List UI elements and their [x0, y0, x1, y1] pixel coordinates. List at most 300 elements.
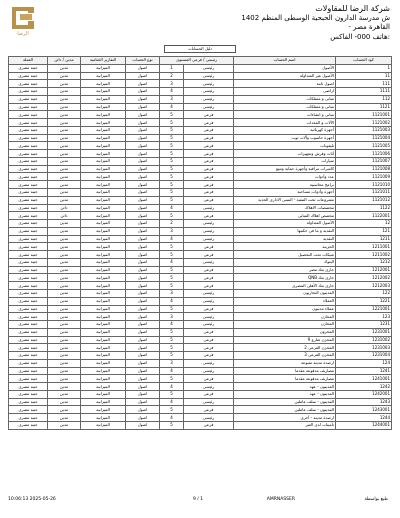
cell-code: 1231	[336, 321, 392, 329]
cell-report: الميزانية	[81, 235, 126, 243]
cell-currency: جنيه مصرى	[9, 150, 48, 158]
cell-level: 2	[160, 72, 184, 80]
cell-code: 1211002	[336, 251, 392, 259]
cell-type: اصول	[126, 383, 160, 391]
table-row	[9, 390, 392, 398]
cell-debit-credit: مدين	[48, 126, 81, 134]
cell-level: 5	[160, 266, 184, 274]
cell-type: اصول	[126, 235, 160, 243]
cell-currency: جنيه مصرى	[9, 383, 48, 391]
cell-currency: جنيه مصرى	[9, 274, 48, 282]
cell-report: الميزانية	[81, 375, 126, 383]
cell-currency: جنيه مصرى	[9, 95, 48, 103]
cell-report: الميزانية	[81, 359, 126, 367]
cell-code: 1121002	[336, 119, 392, 127]
cell-level: 5	[160, 157, 184, 165]
cell-type: اصول	[126, 165, 160, 173]
company-phone: هاتف 000- الفاكس:	[330, 32, 390, 41]
cell-level-kind: رئيسى	[184, 72, 234, 80]
cell-report: الميزانية	[81, 398, 126, 406]
cell-debit-credit: مدين	[48, 142, 81, 150]
table-row	[9, 235, 392, 243]
cell-level-kind: رئيسى	[184, 383, 234, 391]
cell-level-kind: فرعى	[184, 212, 234, 220]
table-row	[9, 328, 392, 336]
cell-currency: جنيه مصرى	[9, 359, 48, 367]
table-row	[9, 80, 392, 88]
cell-report: الميزانية	[81, 196, 126, 204]
cell-code: 1242	[336, 383, 392, 391]
table-row	[9, 266, 392, 274]
cell-debit-credit: مدين	[48, 95, 81, 103]
cell-level-kind: فرعى	[184, 328, 234, 336]
table-row	[9, 258, 392, 266]
cell-level: 2	[160, 220, 184, 228]
cell-currency: جنيه مصرى	[9, 390, 48, 398]
col-header-debit-credit: مدين / دائن	[48, 57, 81, 65]
cell-level-kind: فرعى	[184, 344, 234, 352]
cell-name: عملاء مدينون	[234, 305, 336, 313]
table-row	[9, 173, 392, 181]
cell-type: اصول	[126, 181, 160, 189]
cell-type: اصول	[126, 336, 160, 344]
cell-report: الميزانية	[81, 266, 126, 274]
table-row	[9, 297, 392, 305]
cell-type: اصول	[126, 126, 160, 134]
cell-level: 5	[160, 119, 184, 127]
cell-report: الميزانية	[81, 181, 126, 189]
cell-debit-credit: مدين	[48, 220, 81, 228]
cell-currency: جنيه مصرى	[9, 352, 48, 360]
table-row	[9, 398, 392, 406]
cell-report: الميزانية	[81, 258, 126, 266]
cell-level: 5	[160, 328, 184, 336]
cell-debit-credit: مدين	[48, 297, 81, 305]
table-row	[9, 220, 392, 228]
cell-name: المخازن	[234, 313, 336, 321]
cell-type: اصول	[126, 157, 160, 165]
cell-name: اراضى	[234, 88, 336, 96]
cell-name: مبانى و ممتلكات	[234, 103, 336, 111]
cell-level-kind: فرعى	[184, 266, 234, 274]
cell-currency: جنيه مصرى	[9, 227, 48, 235]
cell-level-kind: فرعى	[184, 274, 234, 282]
cell-code: 11	[336, 72, 392, 80]
cell-code: 1211001	[336, 243, 392, 251]
cell-name: سيارات	[234, 157, 336, 165]
cell-name: المخازن	[234, 321, 336, 329]
cell-code: 1231002	[336, 336, 392, 344]
cell-level-kind: فرعى	[184, 390, 234, 398]
cell-report: الميزانية	[81, 321, 126, 329]
cell-name: الآلات و المعدات	[234, 119, 336, 127]
cell-report: الميزانية	[81, 344, 126, 352]
cell-currency: جنيه مصرى	[9, 165, 48, 173]
cell-code: 1121003	[336, 126, 392, 134]
cell-type: اصول	[126, 103, 160, 111]
cell-type: اصول	[126, 150, 160, 158]
cell-type: اصول	[126, 95, 160, 103]
cell-name: تأمينات لدى الغير	[234, 421, 336, 429]
table-row	[9, 282, 392, 290]
cell-name: المدينون - سلف عاملين	[234, 398, 336, 406]
cell-name: جارى بنك الأهلى المصرى	[234, 282, 336, 290]
cell-level-kind: فرعى	[184, 305, 234, 313]
cell-report: الميزانية	[81, 80, 126, 88]
cell-level-kind: فرعى	[184, 375, 234, 383]
cell-currency: جنيه مصرى	[9, 321, 48, 329]
cell-type: اصول	[126, 321, 160, 329]
cell-name: النقدية و ما فى حكمها	[234, 227, 336, 235]
cell-name: مخصصات الاهلاك	[234, 204, 336, 212]
cell-level-kind: رئيسى	[184, 80, 234, 88]
cell-level-kind: رئيسى	[184, 220, 234, 228]
table-row	[9, 212, 392, 220]
cell-level: 3	[160, 80, 184, 88]
table-row	[9, 88, 392, 96]
cell-debit-credit: مدين	[48, 375, 81, 383]
cell-code: 1231004	[336, 352, 392, 360]
cell-level-kind: فرعى	[184, 142, 234, 150]
cell-currency: جنيه مصرى	[9, 398, 48, 406]
cell-type: اصول	[126, 119, 160, 127]
cell-debit-credit: مدين	[48, 421, 81, 429]
cell-type: اصول	[126, 328, 160, 336]
cell-level: 4	[160, 258, 184, 266]
cell-debit-credit: مدين	[48, 313, 81, 321]
cell-debit-credit: مدين	[48, 119, 81, 127]
cell-code: 1241	[336, 367, 392, 375]
cell-code: 122	[336, 289, 392, 297]
cell-name: المدينون - عهد	[234, 383, 336, 391]
cell-currency: جنيه مصرى	[9, 282, 48, 290]
cell-currency: جنيه مصرى	[9, 367, 48, 375]
logo-text: الرضا	[17, 31, 29, 36]
cell-debit-credit: مدين	[48, 305, 81, 313]
cell-name: برامج محاسبية	[234, 181, 336, 189]
cell-level-kind: فرعى	[184, 243, 234, 251]
cell-currency: جنيه مصرى	[9, 111, 48, 119]
cell-level: 5	[160, 305, 184, 313]
col-header-code: كود الحساب	[336, 57, 392, 65]
cell-name: مصاريف مدفوعة مقدما	[234, 367, 336, 375]
table-header-row	[9, 57, 392, 65]
cell-currency: جنيه مصرى	[9, 173, 48, 181]
cell-debit-credit: مدين	[48, 227, 81, 235]
cell-level: 3	[160, 227, 184, 235]
cell-report: الميزانية	[81, 103, 126, 111]
cell-code: 1121010	[336, 181, 392, 189]
cell-debit-credit: مدين	[48, 181, 81, 189]
cell-type: اصول	[126, 243, 160, 251]
cell-name: جارى بنك مصر	[234, 266, 336, 274]
cell-level: 3	[160, 95, 184, 103]
cell-level: 4	[160, 398, 184, 406]
cell-level-kind: رئيسى	[184, 359, 234, 367]
cell-debit-credit: مدين	[48, 282, 81, 290]
cell-level-kind: رئيسى	[184, 95, 234, 103]
cell-debit-credit: مدين	[48, 352, 81, 360]
cell-level-kind: فرعى	[184, 173, 234, 181]
cell-name: المخزن الفرعى 2	[234, 344, 336, 352]
cell-report: الميزانية	[81, 72, 126, 80]
cell-name: أثاث وفرش وتجهيزات	[234, 150, 336, 158]
cell-report: الميزانية	[81, 406, 126, 414]
cell-level: 5	[160, 282, 184, 290]
cell-currency: جنيه مصرى	[9, 80, 48, 88]
cell-level: 5	[160, 165, 184, 173]
table-row	[9, 383, 392, 391]
cell-type: اصول	[126, 274, 160, 282]
table-row	[9, 336, 392, 344]
cell-level: 5	[160, 111, 184, 119]
cell-level: 4	[160, 367, 184, 375]
cell-type: اصول	[126, 305, 160, 313]
cell-debit-credit: مدين	[48, 414, 81, 422]
cell-name: عدد وأدوات	[234, 173, 336, 181]
cell-code: 1212001	[336, 266, 392, 274]
cell-name: أجهزة كهربائية	[234, 126, 336, 134]
cell-report: الميزانية	[81, 289, 126, 297]
table-row	[9, 313, 392, 321]
cell-level-kind: فرعى	[184, 165, 234, 173]
cell-debit-credit: مدين	[48, 398, 81, 406]
cell-debit-credit: مدين	[48, 390, 81, 398]
cell-level-kind: فرعى	[184, 181, 234, 189]
cell-report: الميزانية	[81, 173, 126, 181]
company-header	[241, 4, 390, 42]
cell-currency: جنيه مصرى	[9, 289, 48, 297]
cell-currency: جنيه مصرى	[9, 414, 48, 422]
cell-type: اصول	[126, 80, 160, 88]
col-header-currency: العملة	[9, 57, 48, 65]
cell-report: الميزانية	[81, 328, 126, 336]
cell-type: اصول	[126, 266, 160, 274]
cell-debit-credit: مدين	[48, 173, 81, 181]
cell-debit-credit: مدين	[48, 88, 81, 96]
table-row	[9, 367, 392, 375]
cell-type: اصول	[126, 142, 160, 150]
table-row	[9, 95, 392, 103]
cell-currency: جنيه مصرى	[9, 72, 48, 80]
cell-report: الميزانية	[81, 95, 126, 103]
cell-report: الميزانية	[81, 64, 126, 72]
cell-debit-credit: مدين	[48, 72, 81, 80]
cell-debit-credit: مدين	[48, 344, 81, 352]
footer-page: 9 / 1	[193, 497, 204, 502]
cell-level: 5	[160, 181, 184, 189]
cell-name: المدينون التجاريون	[234, 289, 336, 297]
cell-code: 1121012	[336, 196, 392, 204]
cell-debit-credit: مدين	[48, 367, 81, 375]
cell-level-kind: فرعى	[184, 251, 234, 259]
cell-debit-credit: مدين	[48, 80, 81, 88]
cell-code: 1212003	[336, 282, 392, 290]
cell-type: اصول	[126, 313, 160, 321]
cell-level: 4	[160, 321, 184, 329]
cell-level-kind: رئيسى	[184, 235, 234, 243]
cell-code: 112	[336, 95, 392, 103]
cell-code: 1	[336, 64, 392, 72]
cell-report: الميزانية	[81, 165, 126, 173]
cell-name: المدينون - عهد	[234, 390, 336, 398]
cell-level-kind: رئيسى	[184, 313, 234, 321]
cell-code: 1212002	[336, 274, 392, 282]
table-row	[9, 72, 392, 80]
cell-type: اصول	[126, 406, 160, 414]
cell-report: الميزانية	[81, 297, 126, 305]
cell-type: اصول	[126, 414, 160, 422]
table-row	[9, 196, 392, 204]
table-row	[9, 181, 392, 189]
cell-debit-credit: مدين	[48, 235, 81, 243]
col-header-name: اسم الحساب	[234, 57, 336, 65]
cell-level: 3	[160, 289, 184, 297]
cell-level: 4	[160, 383, 184, 391]
cell-type: اصول	[126, 352, 160, 360]
cell-code: 1244	[336, 414, 392, 422]
table-row	[9, 289, 392, 297]
cell-report: الميزانية	[81, 227, 126, 235]
cell-level: 5	[160, 243, 184, 251]
cell-name: مبانى و ممتلكات	[234, 95, 336, 103]
cell-report: الميزانية	[81, 142, 126, 150]
report-title: دليل الحسابات	[164, 45, 236, 53]
cell-code: 1111	[336, 88, 392, 96]
cell-code: 1211	[336, 235, 392, 243]
cell-currency: جنيه مصرى	[9, 157, 48, 165]
cell-level-kind: رئيسى	[184, 64, 234, 72]
cell-name: ارصدة مدينة متنوعة	[234, 359, 336, 367]
table-row	[9, 165, 392, 173]
cell-debit-credit: مدين	[48, 383, 81, 391]
cell-level-kind: فرعى	[184, 111, 234, 119]
cell-name: مصاريف مدفوعة مقدما	[234, 375, 336, 383]
cell-name: الأصول المتداولة	[234, 220, 336, 228]
cell-currency: جنيه مصرى	[9, 266, 48, 274]
cell-name: مخصص اهلاك المبانى	[234, 212, 336, 220]
cell-report: الميزانية	[81, 305, 126, 313]
cell-type: اصول	[126, 64, 160, 72]
cell-debit-credit: مدين	[48, 251, 81, 259]
cell-level-kind: رئيسى	[184, 297, 234, 305]
cell-debit-credit: دائن	[48, 212, 81, 220]
cell-type: اصول	[126, 282, 160, 290]
table-row	[9, 406, 392, 414]
cell-debit-credit: دائن	[48, 204, 81, 212]
cell-debit-credit: مدين	[48, 258, 81, 266]
cell-level-kind: رئيسى	[184, 289, 234, 297]
cell-debit-credit: مدين	[48, 150, 81, 158]
cell-level-kind: فرعى	[184, 150, 234, 158]
cell-level-kind: رئيسى	[184, 367, 234, 375]
cell-level-kind: فرعى	[184, 157, 234, 165]
cell-code: 111	[336, 80, 392, 88]
cell-name: أجهزة وأدوات مساحية	[234, 189, 336, 197]
cell-name: جارى بنك QNB	[234, 274, 336, 282]
cell-debit-credit: مدين	[48, 196, 81, 204]
cell-level: 4	[160, 88, 184, 96]
cell-code: 12	[336, 220, 392, 228]
cell-level: 4	[160, 204, 184, 212]
cell-name: مشروعات تحت التنفيذ - المبنى الادارى الجديد	[234, 196, 336, 204]
cell-code: 1121008	[336, 165, 392, 173]
cell-type: اصول	[126, 289, 160, 297]
cell-report: الميزانية	[81, 390, 126, 398]
footer-timestamp: 10:06:13 2025-05-26	[8, 497, 56, 502]
cell-debit-credit: مدين	[48, 289, 81, 297]
cell-level-kind: فرعى	[184, 282, 234, 290]
cell-currency: جنيه مصرى	[9, 344, 48, 352]
table-row	[9, 359, 392, 367]
cell-level-kind: رئيسى	[184, 88, 234, 96]
table-row	[9, 64, 392, 72]
table-row	[9, 134, 392, 142]
table-row	[9, 150, 392, 158]
cell-currency: جنيه مصرى	[9, 297, 48, 305]
cell-level-kind: فرعى	[184, 119, 234, 127]
footer-printed-by: طبع بواسطة	[364, 497, 388, 502]
table-row	[9, 142, 392, 150]
cell-code: 1121	[336, 103, 392, 111]
cell-debit-credit: مدين	[48, 189, 81, 197]
cell-report: الميزانية	[81, 204, 126, 212]
table-row	[9, 243, 392, 251]
cell-report: الميزانية	[81, 111, 126, 119]
table-row	[9, 157, 392, 165]
cell-currency: جنيه مصرى	[9, 243, 48, 251]
cell-level: 4	[160, 414, 184, 422]
cell-report: الميزانية	[81, 421, 126, 429]
cell-debit-credit: مدين	[48, 165, 81, 173]
table-row	[9, 251, 392, 259]
cell-level: 5	[160, 421, 184, 429]
cell-level-kind: فرعى	[184, 126, 234, 134]
cell-type: اصول	[126, 258, 160, 266]
footer-user: AMRNASSER	[266, 497, 295, 502]
cell-currency: جنيه مصرى	[9, 142, 48, 150]
cell-type: اصول	[126, 227, 160, 235]
table-row	[9, 321, 392, 329]
cell-report: الميزانية	[81, 352, 126, 360]
cell-type: اصول	[126, 251, 160, 259]
company-city: - القاهرة مصر	[348, 23, 390, 31]
cell-level-kind: رئيسى	[184, 204, 234, 212]
cell-currency: جنيه مصرى	[9, 313, 48, 321]
cell-code: 123	[336, 313, 392, 321]
cell-level: 5	[160, 251, 184, 259]
cell-type: اصول	[126, 421, 160, 429]
cell-debit-credit: مدين	[48, 274, 81, 282]
cell-debit-credit: مدين	[48, 336, 81, 344]
cell-code: 1121011	[336, 189, 392, 197]
cell-currency: جنيه مصرى	[9, 196, 48, 204]
cell-name: شيكات تحت التحصيل	[234, 251, 336, 259]
table-row	[9, 421, 392, 429]
cell-name: الخزينة	[234, 243, 336, 251]
table-row	[9, 227, 392, 235]
cell-report: الميزانية	[81, 383, 126, 391]
cell-name: تليفونات	[234, 142, 336, 150]
cell-report: الميزانية	[81, 414, 126, 422]
cell-report: الميزانية	[81, 367, 126, 375]
cell-level: 4	[160, 103, 184, 111]
cell-report: الميزانية	[81, 212, 126, 220]
cell-report: الميزانية	[81, 119, 126, 127]
cell-currency: جنيه مصرى	[9, 251, 48, 259]
cell-report: الميزانية	[81, 274, 126, 282]
table-row	[9, 126, 392, 134]
